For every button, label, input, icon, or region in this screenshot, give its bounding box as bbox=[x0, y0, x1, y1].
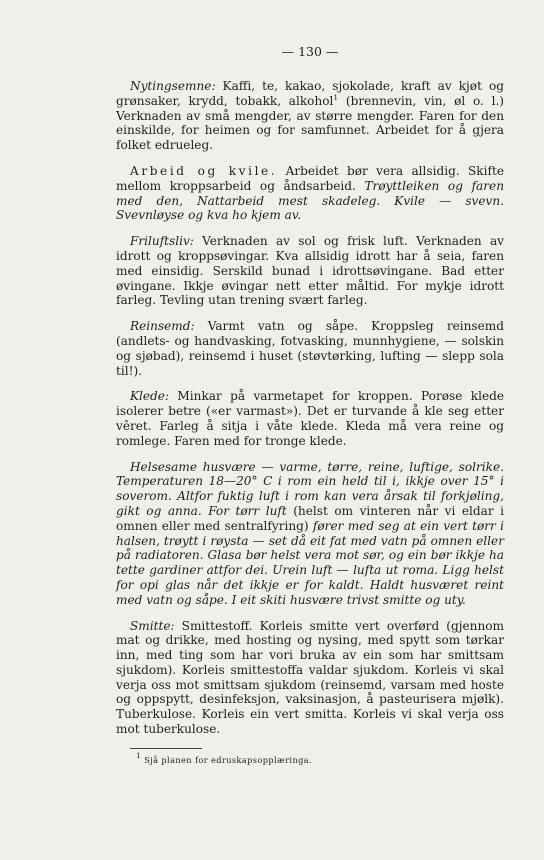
text-run: (helst om vinteren når vi eldar i omnen eller med sentralfyring) bbox=[116, 503, 504, 533]
footnote-text: Sjå planen for edruskapsopplæringa. bbox=[144, 754, 313, 765]
text-run: Helsesame husvære — varme, tørre, reine, luftige, solrike. Temperaturen 18—20° C i rom ein held til i, ikkje over 15° i soverom. Altfor fuktig luft i rom kan vera årsak til forkjøling, gikt og anna. For tørr luft bbox=[116, 459, 504, 518]
text-run: fører med seg at ein vert tørr i halsen, trøytt i røysta — set då eit fat med vatn på omnen eller på radiatoren. Glasa bør helst vera mot sør, og ein bør ikkje ha tette gardiner attfor dei. Urein luft — lufta ut roma. Ligg helst for opi glas når det ikkje er for kaldt. Haldt husværet reint med vatn og såpe. I eit skiti husvære trivst smitte og uty. bbox=[116, 518, 504, 607]
text-run: Klede: bbox=[130, 389, 170, 404]
text-run: Arbeidet bør vera allsidig. Skifte mellom kroppsarbeid og åndsarbeid. bbox=[116, 163, 504, 193]
text-run: Arbeid og kvile. bbox=[130, 163, 278, 178]
text-run: Kaffi, te, kakao, sjokolade, kraft av kjøt og grønsaker, krydd, tobakk, alkohol bbox=[116, 79, 504, 108]
text-run: Nytingsemne: bbox=[130, 79, 216, 93]
footnote-rule bbox=[130, 748, 202, 749]
text-run: Minkar på varmetapet for kroppen. Porøse klede isolerer betre («er varmast»). Det er turvande å kle seg etter vêret. Farleg å sitja i våte klede. Kleda må vera reine og romlege. Faren med for tronge klede. bbox=[116, 389, 504, 448]
paragraph-smitte bbox=[116, 619, 504, 737]
text-run: (brennevin, vin, øl o. l.) Verknaden av små mengder, av større mengder. Faren for den einskilde, for heimen og for samfunnet. Arbeidet for å gjera folket edrueleg. bbox=[116, 93, 505, 153]
paragraph-friluftsliv bbox=[116, 234, 504, 308]
text-run: Smitte: bbox=[130, 618, 175, 633]
paragraph-nytingsemne bbox=[116, 79, 504, 153]
footnote-mark: 1 bbox=[136, 750, 142, 760]
paragraph-klede bbox=[116, 389, 504, 448]
paragraph-helsesame bbox=[116, 460, 504, 608]
footnote bbox=[136, 750, 504, 766]
body-text bbox=[116, 79, 504, 737]
text-run: Friluftsliv: bbox=[130, 234, 194, 249]
paragraph-arbeid-og-kvile bbox=[116, 164, 504, 223]
page-number: — 130 — bbox=[281, 44, 339, 59]
text-run: Smittestoff. Korleis smitte vert overførd (gjennom mat og drikke, med hosting og nysing, med spytt som tørkar inn, med ting som har vori bruka av ein som har smittsam sjukdom). Korleis smittestoffa valdar sjukdom. Korleis vi skal verja oss mot smittsam sjukdom (reinsemd, varsam med hoste og oppspytt, desinfeksjon, vaksinasjon, å pasteurisera mjølk). Tuberkulose. Korleis ein vert smitta. Korleis vi skal verja oss mot tuberkulose. bbox=[116, 618, 504, 737]
paragraph-reinsemd bbox=[116, 319, 504, 378]
footnote-reference: 1 bbox=[333, 92, 339, 102]
text-run: Trøyttleiken og faren med den, Nattarbeid mest skadeleg. Kvile — svevn. Svevnløyse og kva ho kjem av. bbox=[116, 178, 504, 223]
text-run: Varmt vatn og såpe. Kroppsleg reinsemd (andlets- og handvasking, fotvasking, munnhygiene, — solskin og sjøbad), reinsemd i huset (støvtørking, lufting — slepp sola til!). bbox=[116, 319, 504, 378]
text-run: Verknaden av sol og frisk luft. Verknaden av idrott og kroppsøvingar. Kva allsidig idrott har å seia, faren med einsidig. Serskild bunad i idrottsøvingane. Bad etter øvingane. Ikkje øvingar nett etter måltid. For mykje idrott farleg. Tevling utan trening svært farleg. bbox=[116, 234, 504, 308]
text-run: Reinsemd: bbox=[130, 319, 195, 334]
